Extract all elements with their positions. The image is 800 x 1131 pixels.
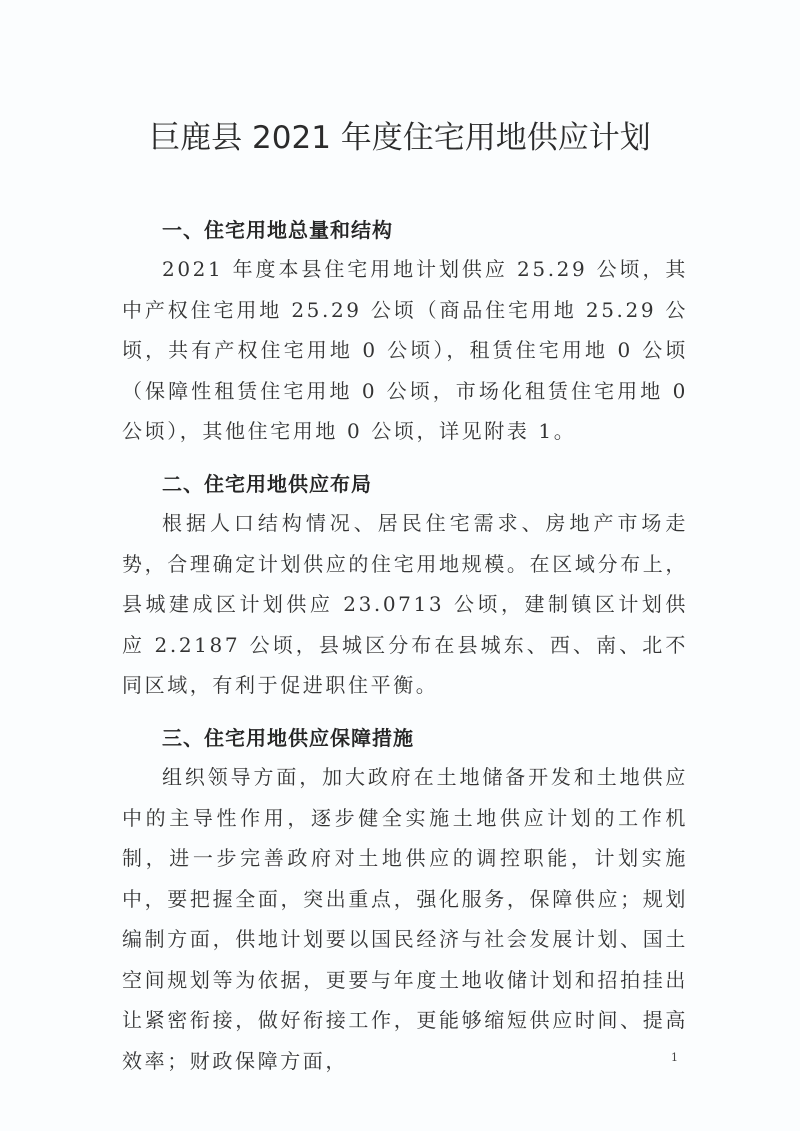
section-2-paragraph: 根据人口结构情况、居民住宅需求、房地产市场走势，合理确定计划供应的住宅用地规模。在区域分布上，县城建成区计划供应 23.0713 公顷，建制镇区计划供应 2.2187 公顷，县城区分布在县城东、西、南、北不同区域，有利于促进职住平衡。 <box>122 511 688 697</box>
section-3-body <box>122 757 688 1081</box>
section-1-body <box>122 249 688 452</box>
document-title: 巨鹿县 2021 年度住宅用地供应计划 <box>149 120 651 156</box>
page-number: 1 <box>671 1051 678 1064</box>
section-1-paragraph: 2021 年度本县住宅用地计划供应 25.29 公顷，其中产权住宅用地 25.29 公顷（商品住宅用地 25.29 公顷，共有产权住宅用地 0 公顷），租赁住宅用地 0 公顷（保障性租赁住宅用地 0 公顷，市场化租赁住宅用地 0 公顷），其他住宅用地 0 公顷，详见附表 1。 <box>122 257 688 443</box>
section-2-body <box>122 503 688 706</box>
section-heading-3: 三、住宅用地供应保障措施 <box>162 726 414 750</box>
section-heading-1: 一、住宅用地总量和结构 <box>162 218 393 242</box>
section-3-paragraph: 组织领导方面，加大政府在土地储备开发和土地供应中的主导性作用，逐步健全实施土地供应计划的工作机制，进一步完善政府对土地供应的调控职能，计划实施中，要把握全面，突出重点，强化服务，保障供应；规划编制方面，供地计划要以国民经济与社会发展计划、国土空间规划等为依据，更要与年度土地收储计划和招拍挂出让紧密衔接，做好衔接工作，更能够缩短供应时间、提高效率；财政保障方面， <box>122 765 688 1073</box>
section-heading-2: 二、住宅用地供应布局 <box>162 472 372 496</box>
